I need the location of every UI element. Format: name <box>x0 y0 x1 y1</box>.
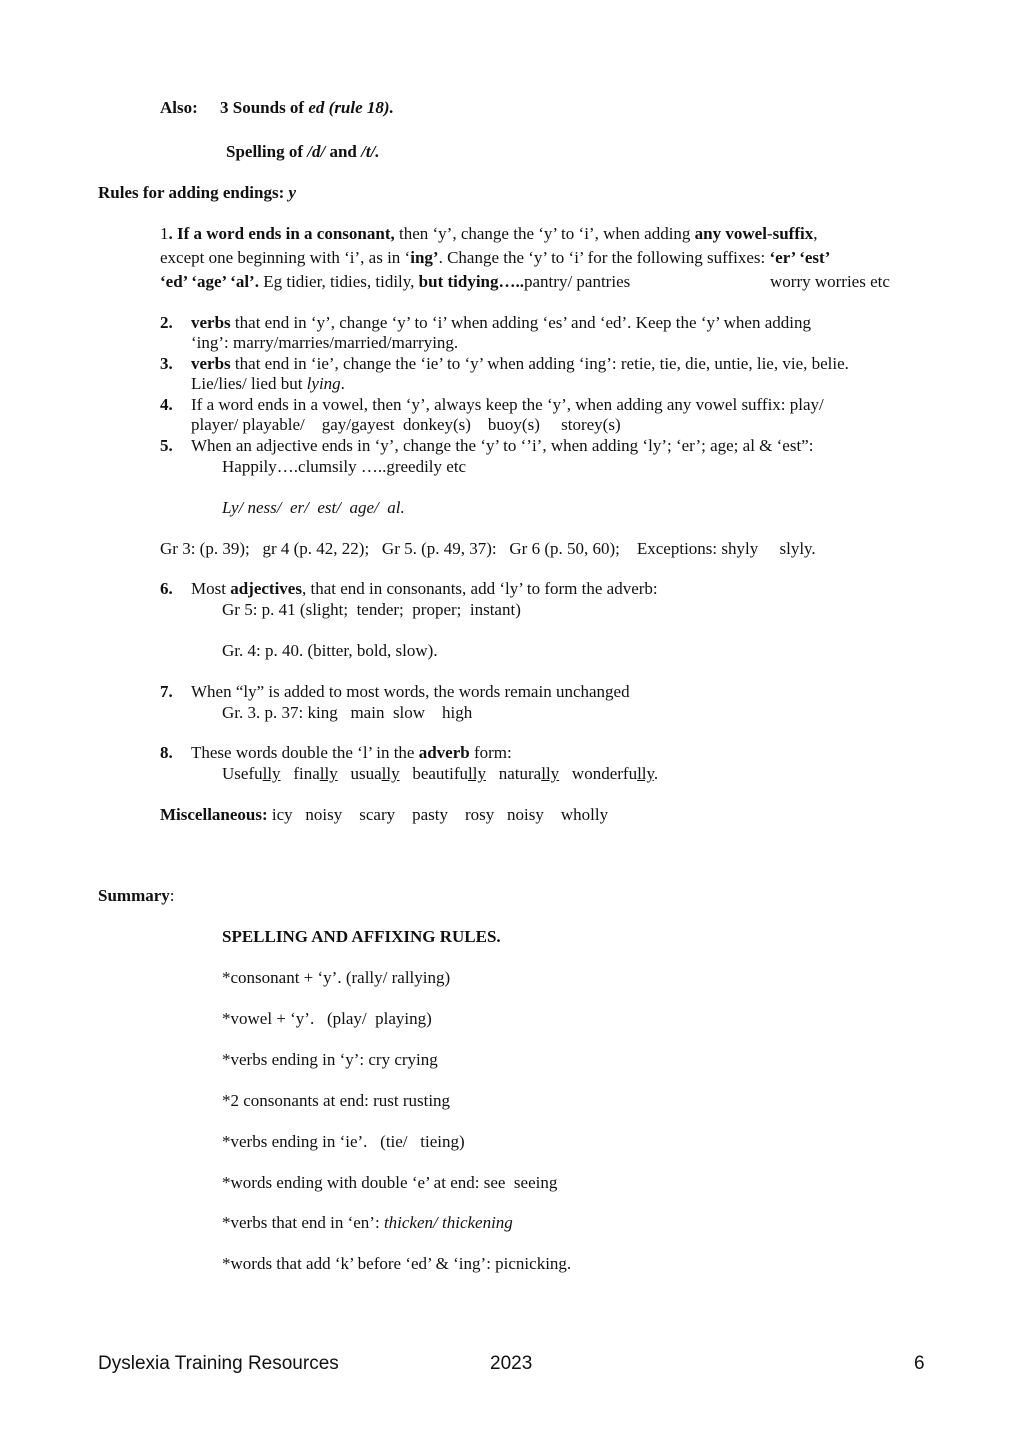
summary-item: *verbs ending in ‘ie’. (tie/ tieing) <box>222 1132 465 1151</box>
summary-item: *2 consonants at end: rust rusting <box>222 1091 451 1110</box>
rule3-line1: verbs that end in ‘ie’, change the ‘ie’ to ‘y’ when adding ‘ing’: retie, tie, die, untie, lie, vie, belie. <box>191 354 849 373</box>
summary-item: *verbs ending in ‘y’: cry crying <box>222 1050 438 1069</box>
rule3-line2: Lie/lies/ lied but lying. <box>191 374 345 393</box>
rule1-line2: except one beginning with ‘i’, as in ‘ing’. Change the ‘y’ to ‘i’ for the following suffixes: ‘er’ ‘est’ <box>160 248 831 267</box>
rule7-number: 7. <box>160 682 173 701</box>
footer-organization: Dyslexia Training Resources <box>98 1353 339 1374</box>
rule3-number: 3. <box>160 354 173 373</box>
rule8-number: 8. <box>160 743 173 762</box>
double-l-word: beautifully <box>412 764 486 783</box>
rule1-line3-end: worry worries etc <box>770 272 890 291</box>
spelling-line: Spelling of /d/ and /t/. <box>226 142 380 161</box>
rule1-line3: ‘ed’ ‘age’ ‘al’. Eg tidier, tidies, tidily, but tidying…..pantry/ pantries <box>160 272 631 291</box>
double-l-word: Usefully <box>222 764 281 783</box>
rule4-number: 4. <box>160 395 173 414</box>
double-l-word: wonderfully. <box>571 764 659 783</box>
rule7-line1: When “ly” is added to most words, the words remain unchanged <box>191 682 630 701</box>
miscellaneous-line: Miscellaneous: icy noisy scary pasty rosy noisy wholly <box>160 805 609 824</box>
summary-item: *words ending with double ‘e’ at end: see seeing <box>222 1173 558 1192</box>
grades-line: Gr 3: (p. 39); gr 4 (p. 42, 22); Gr 5. (p. 49, 37): Gr 6 (p. 50, 60); Exceptions: shyly slyly. <box>160 539 816 558</box>
rule8-words <box>222 764 658 784</box>
rules-heading: Rules for adding endings: y <box>98 183 297 202</box>
rule7-line2: Gr. 3. p. 37: king main slow high <box>222 703 473 722</box>
rule2-number: 2. <box>160 313 173 332</box>
rule5-line2: Happily….clumsily …..greedily etc <box>222 457 467 476</box>
double-l-word: finally <box>293 764 338 783</box>
summary-item: *verbs that end in ‘en’: thicken/ thickening <box>222 1213 513 1232</box>
page-number: 6 <box>914 1353 925 1374</box>
rule1-line1: 1. If a word ends in a consonant, then ‘y’, change the ‘y’ to ‘i’, when adding any vowel-suffix, <box>160 224 818 243</box>
rule8-line1: These words double the ‘l’ in the adverb form: <box>191 743 512 762</box>
rule2-line2: ‘ing’: marry/marries/married/marrying. <box>191 333 459 352</box>
rule4-line1: If a word ends in a vowel, then ‘y’, always keep the ‘y’, when adding any vowel suffix: play/ <box>191 395 824 414</box>
summary-item: *vowel + ‘y’. (play/ playing) <box>222 1009 432 1028</box>
summary-item: *words that add ‘k’ before ‘ed’ & ‘ing’: picnicking. <box>222 1254 572 1273</box>
rule6-line3: Gr. 4: p. 40. (bitter, bold, slow). <box>222 641 438 660</box>
summary-title: SPELLING AND AFFIXING RULES. <box>222 927 501 946</box>
rule5-number: 5. <box>160 436 173 455</box>
summary-item: *consonant + ‘y’. (rally/ rallying) <box>222 968 451 987</box>
rule2-line1: verbs that end in ‘y’, change ‘y’ to ‘i’ when adding ‘es’ and ‘ed’. Keep the ‘y’ when adding <box>191 313 811 332</box>
double-l-word: naturally <box>498 764 560 783</box>
also-line: Also: 3 Sounds of ed (rule 18). <box>160 98 394 117</box>
summary-label: Summary: <box>98 886 175 905</box>
double-l-word: usually <box>350 764 400 783</box>
footer-year: 2023 <box>490 1353 533 1374</box>
rule5-suffixes: Ly/ ness/ er/ est/ age/ al. <box>222 498 405 517</box>
rule6-number: 6. <box>160 579 173 598</box>
rule5-line1: When an adjective ends in ‘y’, change the ‘y’ to ‘’i’, when adding ‘ly’; ‘er’; age; al & ‘est”: <box>191 436 814 455</box>
rule6-line1: Most adjectives, that end in consonants, add ‘ly’ to form the adverb: <box>191 579 658 598</box>
rule6-line2: Gr 5: p. 41 (slight; tender; proper; instant) <box>222 600 521 619</box>
also-label: Also: <box>160 98 198 117</box>
rule4-line2: player/ playable/ gay/gayest donkey(s) buoy(s) storey(s) <box>191 415 621 434</box>
